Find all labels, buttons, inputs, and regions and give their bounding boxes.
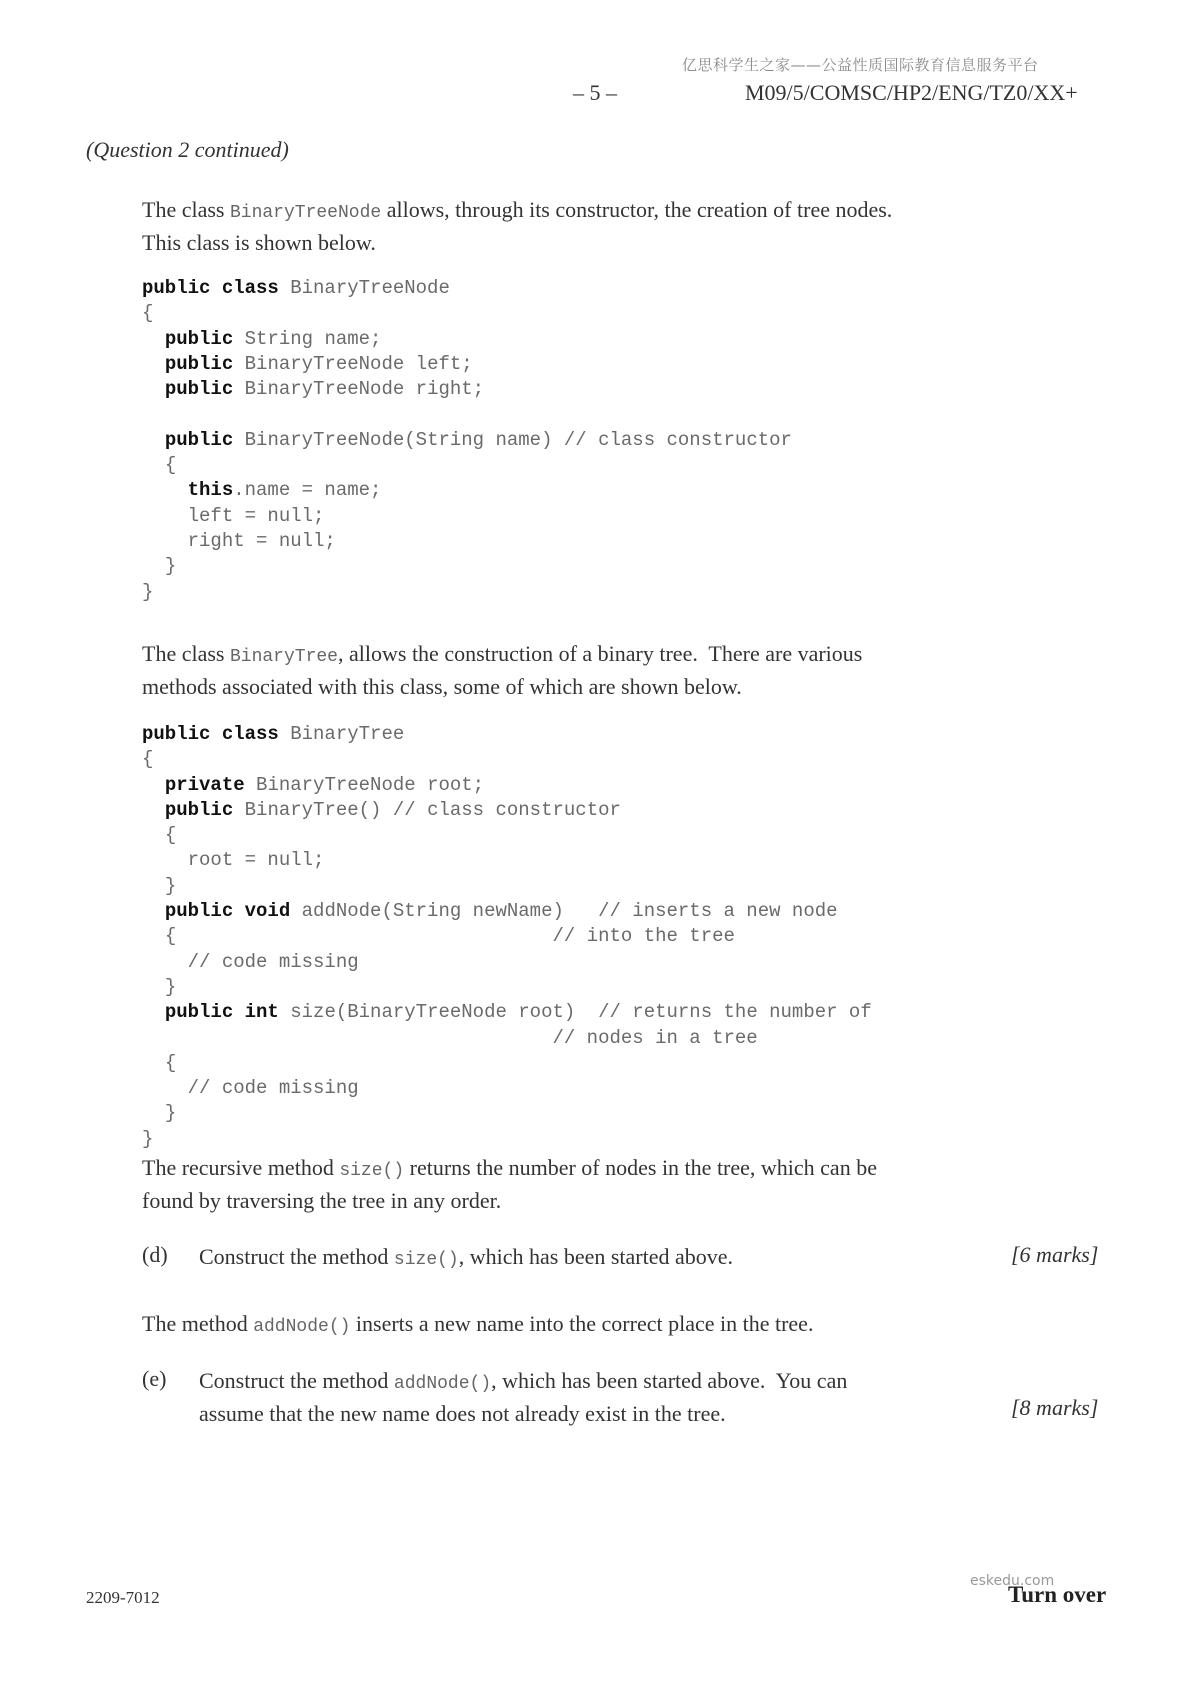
intro2-text-after: , allows the construction of a binary tree. There are various [338, 641, 863, 666]
code1-line: { [164, 454, 177, 477]
code1-line: BinaryTreeNode [278, 277, 450, 299]
intro1-text-after: allows, through its constructor, the creation of tree nodes. [381, 197, 893, 222]
part-d-after: , which has been started above. [458, 1244, 734, 1269]
recursive-text-after: returns the number of nodes in the tree, which can be [404, 1155, 877, 1180]
part-e-after: , which has been started above. You can [491, 1368, 848, 1393]
code2-line: // code missing [187, 950, 359, 973]
turn-over-label: Turn over [1008, 1582, 1107, 1607]
code2-line: { [164, 1051, 177, 1074]
addnode-after: inserts a new name into the correct place in the tree. [350, 1311, 814, 1336]
code1-kw: public [164, 428, 234, 451]
part-d-text [199, 1242, 733, 1275]
part-e-line2: assume that the new name does not already exist in the tree. [199, 1401, 726, 1426]
part-e-before: Construct the method [199, 1368, 394, 1393]
intro-paragraph-2 [142, 639, 862, 701]
part-d-label: (d) [142, 1242, 168, 1267]
code1-line: right = null; [187, 529, 336, 552]
code2-line: addNode(String newName) // inserts a new node [290, 900, 838, 923]
part-d-marks: [6 marks] [1011, 1242, 1099, 1267]
intro2-text-before: The class [142, 641, 230, 666]
code2-line: BinaryTree() // class constructor [233, 798, 621, 821]
code2-kw: public int [164, 1001, 279, 1024]
addnode-before: The method [142, 1311, 254, 1336]
code2-kw: private [164, 773, 245, 796]
footer-watermark: eskedu.com [970, 1573, 1055, 1589]
code1-line: } [164, 555, 177, 578]
page-number: – 5 – [573, 80, 617, 105]
recursive-line2: found by traversing the tree in any order. [142, 1188, 502, 1213]
question-continued: (Question 2 continued) [86, 137, 289, 162]
code2-line: } [164, 874, 177, 897]
code1-line: } [142, 580, 154, 603]
code1-line: BinaryTreeNode right; [233, 378, 485, 401]
code1-line: BinaryTreeNode left; [233, 352, 473, 375]
code2-kw: public void [164, 900, 291, 923]
code2-line: } [164, 1102, 177, 1125]
code2-line: BinaryTreeNode root; [244, 773, 485, 796]
recursive-text-before: The recursive method [142, 1155, 340, 1180]
code1-kw: public [164, 352, 234, 375]
code1-kw: this [187, 479, 234, 502]
code2-line: BinaryTree [278, 723, 405, 745]
code2-line: root = null; [187, 849, 325, 872]
intro1-line2: This class is shown below. [142, 230, 376, 255]
code-block-binarytree [142, 722, 872, 1152]
code1-line: { [142, 302, 154, 325]
part-e-marks: [8 marks] [1011, 1395, 1099, 1420]
addnode-code: addNode() [253, 1317, 351, 1337]
code2-kw: public class [142, 723, 279, 745]
paper-reference: M09/5/COMSC/HP2/ENG/TZ0/XX+ [745, 80, 1078, 105]
code1-kw: public class [142, 277, 279, 299]
code-block-binarytreenode [142, 276, 792, 605]
code2-line: { [164, 824, 177, 847]
code2-kw: public [164, 798, 234, 821]
code2-line: size(BinaryTreeNode root) // returns the number of [278, 1001, 872, 1024]
intro1-code: BinaryTreeNode [229, 203, 382, 223]
code2-line: { [142, 748, 154, 771]
code2-line: // code missing [187, 1077, 359, 1100]
code1-line: String name; [233, 327, 382, 350]
recursive-paragraph [142, 1153, 877, 1215]
part-d-before: Construct the method [199, 1244, 394, 1269]
addnode-paragraph [142, 1309, 813, 1342]
part-d-code: size() [393, 1250, 459, 1270]
header-watermark: 亿思科学生之家——公益性质国际教育信息服务平台 [682, 56, 1039, 74]
code2-line: } [164, 975, 177, 998]
code1-kw: public [164, 327, 234, 350]
code2-line: { // into the tree [164, 925, 735, 948]
intro1-text-before: The class [142, 197, 230, 222]
intro-paragraph-1 [142, 195, 892, 257]
code2-line: // nodes in a tree [164, 1026, 758, 1049]
part-e-code: addNode() [393, 1374, 492, 1394]
part-e-text [199, 1366, 847, 1428]
intro2-code: BinaryTree [229, 647, 338, 667]
code1-line: left = null; [187, 504, 325, 527]
part-e-label: (e) [142, 1366, 167, 1391]
recursive-code: size() [339, 1161, 405, 1181]
code1-line: .name = name; [233, 479, 382, 502]
code1-line: BinaryTreeNode(String name) // class constructor [233, 428, 792, 451]
intro2-line2: methods associated with this class, some of which are shown below. [142, 674, 742, 699]
footer-paper-code: 2209-7012 [86, 1588, 160, 1607]
code1-kw: public [164, 378, 234, 401]
code2-line: } [142, 1127, 154, 1150]
